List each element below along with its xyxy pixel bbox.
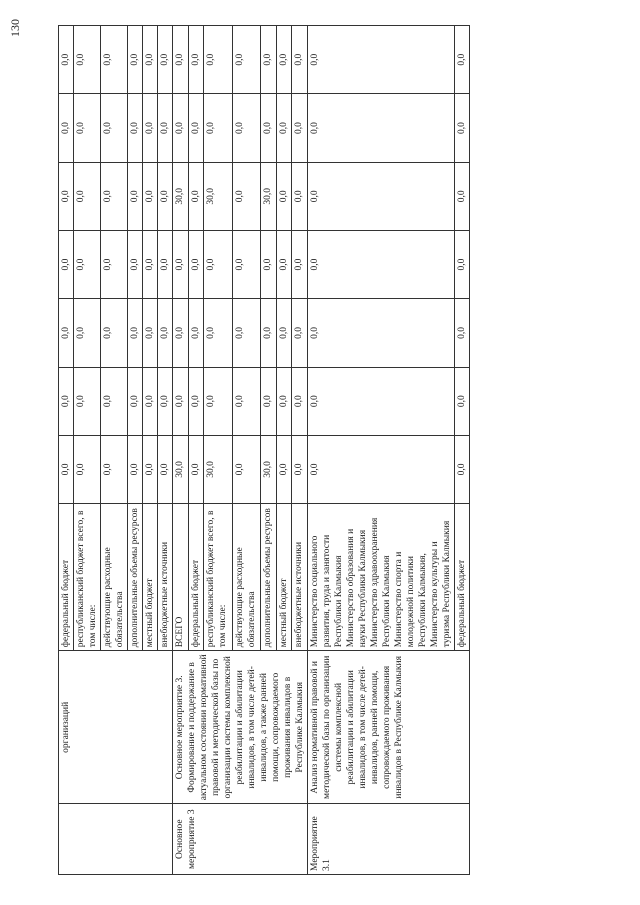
value-cell: 0,0 (232, 230, 260, 298)
value-cell: 0,0 (101, 435, 128, 503)
executors-list: Министерство социального развития, труда и занятости Республики Калмыкия Министерство образования и науки Республики Калмыкия Министерство здравоохранения Республики Калмыкия Министерство спорта и молодежной политики Республики Калмыкия, Министерство культуры и туризма Республики Калмыкия (308, 504, 455, 651)
value-cell: 0,0 (59, 94, 74, 162)
value-cell: 0,0 (232, 26, 260, 94)
value-cell: 0,0 (101, 230, 128, 298)
funding-source: ВСЕГО (173, 504, 189, 651)
value-cell: 0,0 (204, 230, 232, 298)
value-cell: 0,0 (292, 26, 308, 94)
value-cell: 0,0 (74, 367, 101, 435)
value-cell: 0,0 (173, 367, 189, 435)
value-cell: 0,0 (101, 94, 128, 162)
value-cell: 0,0 (455, 230, 470, 298)
funding-source: республиканский бюджет всего, в том числе: (74, 504, 101, 651)
value-cell: 0,0 (276, 299, 292, 367)
value-cell: 0,0 (59, 299, 74, 367)
value-cell: 0,0 (292, 367, 308, 435)
value-cell: 0,0 (101, 299, 128, 367)
value-cell: 0,0 (188, 94, 204, 162)
value-cell: 0,0 (260, 230, 276, 298)
value-cell: 0,0 (260, 26, 276, 94)
funding-source: действующие расходные обязательства (101, 504, 128, 651)
value-cell: 30,0 (173, 162, 189, 230)
value-cell: 0,0 (276, 94, 292, 162)
value-cell: 0,0 (455, 94, 470, 162)
value-cell: 0,0 (143, 230, 158, 298)
table-row (308, 26, 455, 875)
value-cell: 0,0 (308, 230, 455, 298)
value-cell: 0,0 (128, 230, 143, 298)
value-cell: 0,0 (128, 299, 143, 367)
value-cell: 0,0 (188, 26, 204, 94)
funding-source: действующие расходные обязательства (232, 504, 260, 651)
value-cell: 0,0 (173, 299, 189, 367)
value-cell: 0,0 (128, 367, 143, 435)
value-cell: 0,0 (308, 26, 455, 94)
value-cell: 0,0 (292, 435, 308, 503)
funding-source: республиканский бюджет всего, в том числе: (204, 504, 232, 651)
value-cell: 0,0 (74, 230, 101, 298)
funding-source: местный бюджет (276, 504, 292, 651)
value-cell: 0,0 (455, 26, 470, 94)
value-cell: 0,0 (143, 26, 158, 94)
value-cell: 0,0 (232, 299, 260, 367)
value-cell: 0,0 (276, 230, 292, 298)
value-cell: 0,0 (128, 435, 143, 503)
value-cell: 0,0 (455, 162, 470, 230)
value-cell: 0,0 (232, 435, 260, 503)
value-cell: 0,0 (308, 94, 455, 162)
value-cell: 0,0 (232, 162, 260, 230)
value-cell: 0,0 (74, 435, 101, 503)
value-cell: 0,0 (128, 94, 143, 162)
funding-source: внебюджетные источники (292, 504, 308, 651)
value-cell: 0,0 (188, 162, 204, 230)
value-cell: 0,0 (74, 162, 101, 230)
value-cell: 30,0 (260, 162, 276, 230)
value-cell: 0,0 (188, 435, 204, 503)
value-cell: 0,0 (308, 162, 455, 230)
table-row (59, 26, 74, 875)
value-cell: 0,0 (101, 162, 128, 230)
value-cell: 0,0 (204, 299, 232, 367)
value-cell: 0,0 (204, 26, 232, 94)
value-cell: 0,0 (158, 162, 173, 230)
value-cell: 0,0 (59, 230, 74, 298)
value-cell: 0,0 (158, 26, 173, 94)
value-cell: 0,0 (308, 367, 455, 435)
measure-title: Основное мероприятие 3. Формирование и поддержание в актуальном состоянии нормативной правовой и методической базы по организации системы комплексной реабилитации и абилитации инвалидов, в том числе детей-инвалидов, а также ранней помощи, сопровождаемого проживания инвалидов в Республике Калмыкия (173, 651, 308, 804)
value-cell: 0,0 (292, 230, 308, 298)
funding-source: федеральный бюджет (188, 504, 204, 651)
value-cell: 0,0 (59, 162, 74, 230)
value-cell: 0,0 (308, 299, 455, 367)
continuation-label: организаций (59, 651, 173, 804)
value-cell: 0,0 (128, 162, 143, 230)
value-cell: 0,0 (59, 367, 74, 435)
value-cell: 0,0 (101, 367, 128, 435)
value-cell: 0,0 (74, 26, 101, 94)
value-cell: 0,0 (59, 435, 74, 503)
value-cell: 0,0 (59, 26, 74, 94)
value-cell: 0,0 (232, 367, 260, 435)
value-cell: 0,0 (308, 435, 455, 503)
value-cell: 0,0 (455, 367, 470, 435)
value-cell: 0,0 (158, 435, 173, 503)
value-cell: 0,0 (455, 435, 470, 503)
value-cell: 0,0 (260, 94, 276, 162)
value-cell: 0,0 (276, 367, 292, 435)
value-cell: 0,0 (276, 162, 292, 230)
value-cell: 30,0 (204, 435, 232, 503)
value-cell: 0,0 (74, 94, 101, 162)
value-cell: 0,0 (188, 230, 204, 298)
value-cell: 30,0 (173, 435, 189, 503)
value-cell: 0,0 (276, 26, 292, 94)
value-cell: 0,0 (158, 230, 173, 298)
value-cell: 0,0 (260, 299, 276, 367)
value-cell: 0,0 (204, 367, 232, 435)
value-cell: 0,0 (158, 367, 173, 435)
value-cell: 0,0 (173, 26, 189, 94)
page-number: 130 (8, 19, 22, 37)
funding-source: дополнительные объемы ресурсов (128, 504, 143, 651)
value-cell: 0,0 (292, 299, 308, 367)
funding-source: дополнительные объемы ресурсов (260, 504, 276, 651)
funding-source: внебюджетные источники (158, 504, 173, 651)
value-cell: 0,0 (204, 94, 232, 162)
value-cell: 0,0 (143, 299, 158, 367)
value-cell: 0,0 (143, 435, 158, 503)
value-cell: 0,0 (101, 26, 128, 94)
value-cell: 0,0 (143, 162, 158, 230)
value-cell: 0,0 (260, 367, 276, 435)
value-cell: 0,0 (128, 26, 143, 94)
measure-title: Анализ нормативной правовой и методической базы по организации системы комплексной реабилитации и абилитации инвалидов, в том числе детей-инвалидов, ранней помощи, сопровождаемого проживания инвалидов в Республике Калмыкия (308, 651, 470, 804)
code-cell (59, 804, 173, 875)
table-row (173, 26, 189, 875)
value-cell: 0,0 (188, 299, 204, 367)
measure-code: Основное мероприятие 3 (173, 804, 308, 875)
value-cell: 30,0 (204, 162, 232, 230)
value-cell: 0,0 (455, 299, 470, 367)
value-cell: 30,0 (260, 435, 276, 503)
funding-source: федеральный бюджет (59, 504, 74, 651)
measure-code: Мероприятие 3.1 (308, 804, 470, 875)
value-cell: 0,0 (276, 435, 292, 503)
value-cell: 0,0 (173, 230, 189, 298)
budget-table (58, 25, 470, 875)
funding-source: федеральный бюджет (455, 504, 470, 651)
value-cell: 0,0 (158, 94, 173, 162)
value-cell: 0,0 (188, 367, 204, 435)
value-cell: 0,0 (74, 299, 101, 367)
funding-source: местный бюджет (143, 504, 158, 651)
value-cell: 0,0 (232, 94, 260, 162)
value-cell: 0,0 (173, 94, 189, 162)
value-cell: 0,0 (292, 94, 308, 162)
value-cell: 0,0 (158, 299, 173, 367)
value-cell: 0,0 (143, 367, 158, 435)
value-cell: 0,0 (143, 94, 158, 162)
value-cell: 0,0 (292, 162, 308, 230)
